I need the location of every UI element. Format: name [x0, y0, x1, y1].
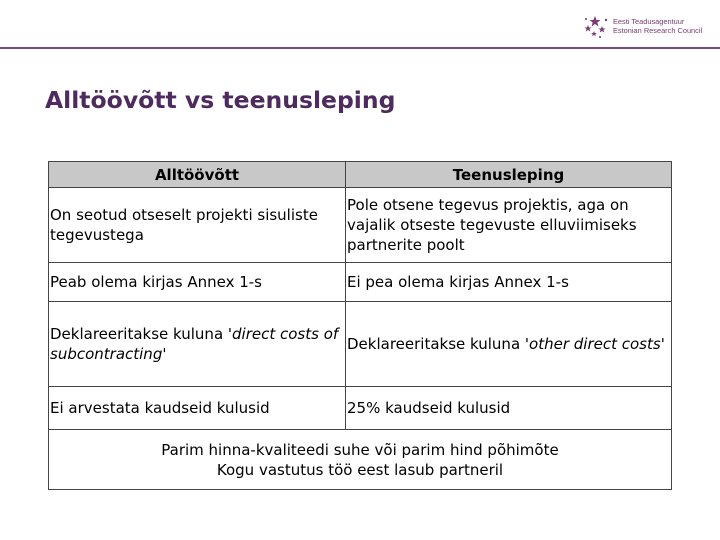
- table-row: [49, 263, 672, 302]
- table-cell: [49, 302, 346, 387]
- logo-line-2: Estonian Research Council: [613, 26, 703, 35]
- table-footer-cell: [49, 430, 672, 490]
- table-cell: On seotud otseselt projekti sisuliste tegevustega: [49, 188, 346, 263]
- cell-italic-text: direct costs of subcontracting: [50, 325, 339, 363]
- cell-text: Deklareeritakse kuluna ': [50, 325, 233, 343]
- table-row: [49, 188, 672, 263]
- table-header-row: [49, 162, 672, 188]
- slide-title: Alltöövõtt vs teenusleping: [45, 86, 396, 114]
- table-cell: Pole otsene tegevus projektis, aga on vajalik otseste tegevuste elluviimiseks partnerite poolt: [346, 188, 672, 263]
- table-cell: Ei pea olema kirjas Annex 1-s: [346, 263, 672, 302]
- table-cell: 25% kaudseid kulusid: [346, 387, 672, 430]
- logo-text: [613, 17, 702, 35]
- footer-line-2: Kogu vastutus töö eest lasub partneril: [216, 460, 504, 479]
- comparison-table: [48, 161, 672, 490]
- table-cell: Peab olema kirjas Annex 1-s: [49, 263, 346, 302]
- column-header-teenusleping: Teenusleping: [346, 162, 672, 188]
- footer-line-1: Parim hinna-kvaliteedi suhe või parim hind põhimõte: [161, 440, 559, 459]
- table-row: [49, 302, 672, 387]
- cell-text: ': [162, 345, 167, 363]
- table-cell: Ei arvestata kaudseid kulusid: [49, 387, 346, 430]
- cell-text: ': [660, 335, 665, 353]
- cell-text: Deklareeritakse kuluna ': [347, 335, 530, 353]
- header-divider: [0, 47, 720, 49]
- column-header-alltoovott: Alltöövõtt: [49, 162, 346, 188]
- table-footer-row: [49, 430, 672, 490]
- estonian-research-council-logo: [583, 12, 705, 44]
- table-row: [49, 387, 672, 430]
- logo-line-1: Eesti Teadusagentuur: [613, 17, 685, 26]
- cell-italic-text: other direct costs: [529, 335, 661, 353]
- table-cell: [346, 302, 672, 387]
- star-cluster-icon: [583, 14, 609, 40]
